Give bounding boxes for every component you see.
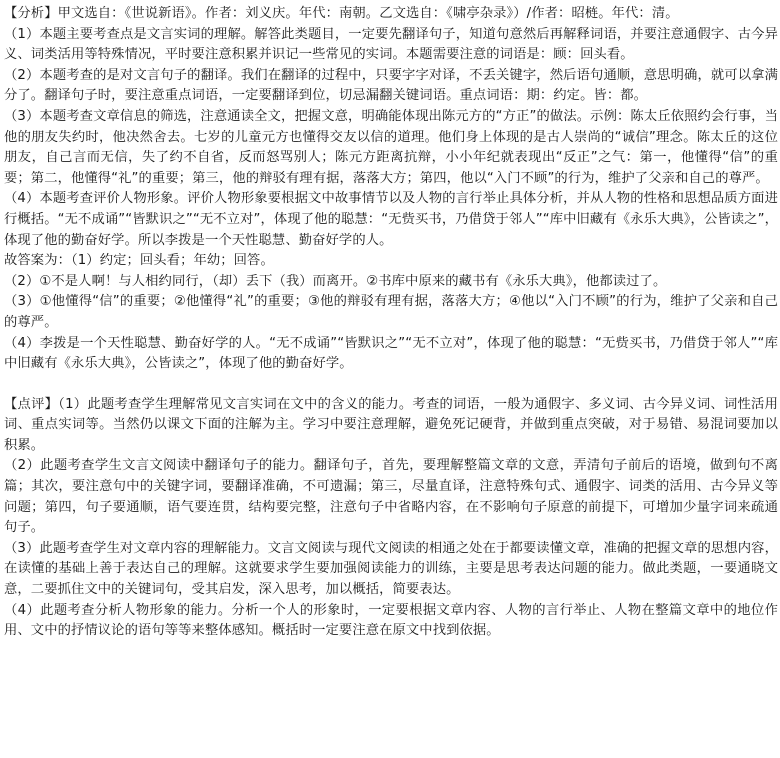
analysis-paragraph-2: （2）本题考查的是对文言句子的翻译。我们在翻译的过程中，只要字字对译，不丢关键字，然后语句通顺，意思明确，就可以拿满分了。翻译句子时，要注意重点词语，一定要翻译到位，切忌漏翻关键词语。重点词语：期：约定。皆：都。 xyxy=(4,67,778,104)
comment-section xyxy=(4,395,778,642)
answer-header: 故答案为：（1）约定；回头看；年幼；回答。 xyxy=(4,253,274,269)
answer-item-2: （2）①不是人啊！与人相约同行，（却）丢下（我）而离开。②书库中原来的藏书有《永乐大典》，他都读过了。 xyxy=(4,273,667,289)
analysis-paragraph-4: （4）本题考查评价人物形象。评价人物形象要根据文中故事情节以及人物的言行举止具体分析，并从人物的性格和思想品质方面进行概括。“无不成诵”“皆默识之”“无不立对”，体现了他的聪慧：“无赀买书，乃借贷于邻人”“库中旧藏有《永乐大典》，公皆读之”，体现了他的勤奋好学。所以李拨是一个天性聪慧、勤奋好学的人。 xyxy=(4,191,778,248)
comment-paragraph-2: （2）此题考查学生文言文阅读中翻译句子的能力。翻译句子，首先，要理解整篇文章的文意，弄清句子前后的语境，做到句不离篇；其次，要注意句中的关键字词，要翻译准确，不可遗漏；第三，尽量直译，注意特殊句式、通假字、词类的活用、古今异义等问题；第四，句子要通顺，语气要连贯，结构要完整，注意句子中省略内容，在不影响句子原意的前提下，可增加少量字词来疏通句子。 xyxy=(4,458,778,536)
analysis-paragraph-3: （3）本题考查文章信息的筛选，注意通读全文，把握文意，明确能体现出陈元方的“方正”的做法。示例：陈太丘依照约会行事，当他的朋友失约时，他决然舍去。七岁的儿童元方也懂得交友以信的道理。他们身上体现的是古人崇尚的“诚信”理念。陈太丘的这位朋友，自己言而无信，失了约不自省，反而怒骂别人；陈元方距离抗辩，小小年纪就表现出“反正”之气：第一，他懂得“信”的重要；第二，他懂得“礼”的重要；第三，他的辩驳有理有据，落落大方；第四，他以“入门不顾”的行为，维护了父亲和自己的尊严。 xyxy=(4,108,778,186)
section-gap xyxy=(4,375,778,395)
analysis-section xyxy=(4,4,778,251)
analysis-header: 【分析】甲文选自：《世说新语》。作者：刘义庆。年代：南朝。乙文选自：《啸亭杂录》）/作者：昭梿。年代：清。 xyxy=(4,6,679,21)
answer-item-3: （3）①他懂得“信”的重要；②他懂得“礼”的重要；③他的辩驳有理有据，落落大方；④他以“入门不顾”的行为，维护了父亲和自己的尊严。 xyxy=(4,294,778,330)
comment-paragraph-3: （3）此题考查学生对文章内容的理解能力。文言文阅读与现代文阅读的相通之处在于都要读懂文章，准确的把握文章的思想内容，在读懂的基础上善于表达自己的理解。这就要求学生要加强阅读能力的训练，主要是思考表达问题的能力。做此类题，一要通晓文意，二要抓住文中的关键词句，受其启发，深入思考，加以概括，简要表达。 xyxy=(4,540,778,598)
analysis-paragraph-1: （1）本题主要考查点是文言实词的理解。解答此类题目，一定要先翻译句子，知道句意然后再解释词语，并要注意通假字、古今异义、词类活用等特殊情况，平时要注意积累并识记一些常见的实词。本题需要注意的词语是：顾：回头看。 xyxy=(4,26,778,63)
answer-item-4: （4）李拨是一个天性聪慧、勤奋好学的人。“无不成诵”“皆默识之”“无不立对”，体现了他的聪慧：“无赀买书，乃借贷于邻人”“库中旧藏有《永乐大典》，公皆读之”，体现了他的勤奋好学。 xyxy=(4,335,778,372)
comment-paragraph-4: （4）此题考查分析人物形象的能力。分析一个人的形象时，一定要根据文章内容、人物的言行举止、人物在整篇文章中的地位作用、文中的抒情议论的语句等等来整体感知。概括时一定要注意在原文中找到依据。 xyxy=(4,602,778,639)
answer-section xyxy=(4,251,778,375)
comment-header: 【点评】（1）此题考查学生理解常见文言实词在文中的含义的能力。考查的词语，一般为通假字、多义词、古今异义词、词性活用词、重点实词等。当然仍以课文下面的注解为主。学习中要注意理解，避免死记硬背，并做到重点突破，对于易错、易混词要加以积累。 xyxy=(4,396,778,453)
